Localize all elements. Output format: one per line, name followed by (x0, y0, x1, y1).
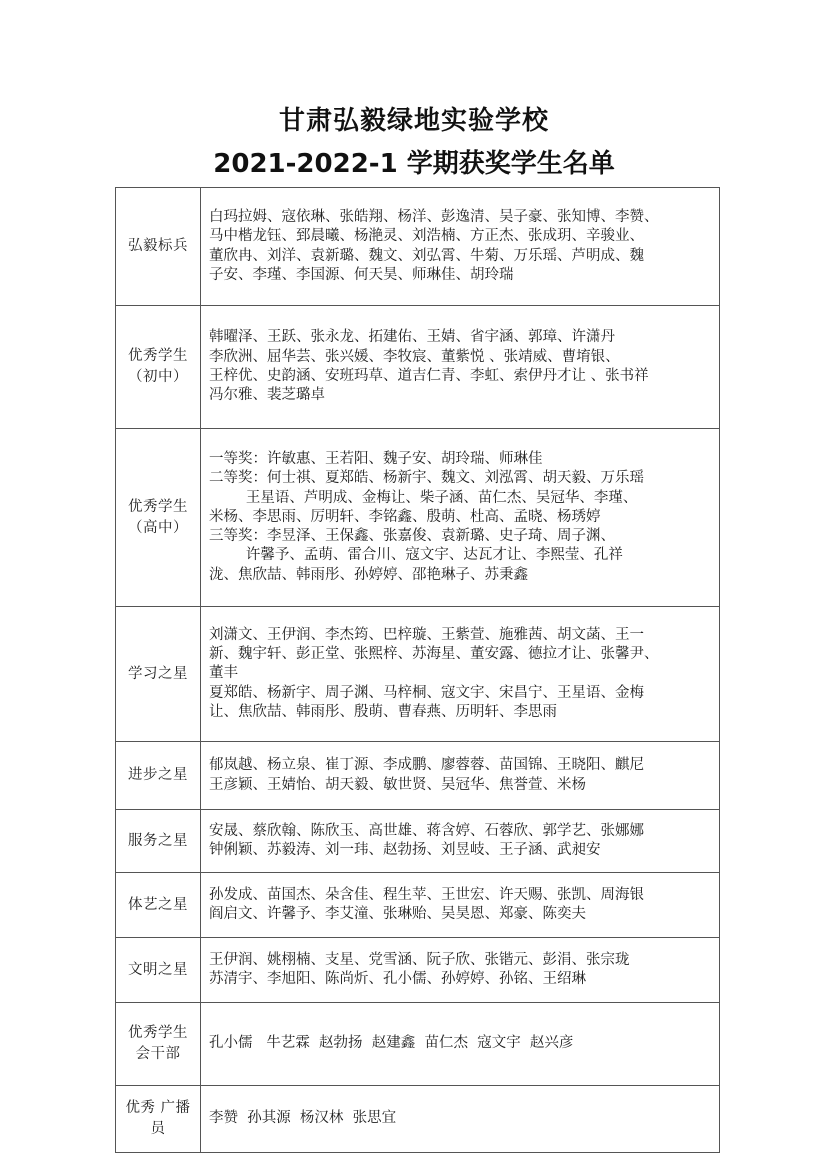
names-line: 米杨、李思雨、厉明轩、李铭鑫、殷萌、杜高、孟晓、杨琇婷 (209, 508, 601, 525)
names-line: 王星语、芦明成、金梅让、柴子涵、苗仁杰、吴冠华、李瑾、 (209, 489, 638, 506)
names-line: 孔小儒 牛艺霖 赵勃扬 赵建鑫 苗仁杰 寇文宇 赵兴彦 (209, 1035, 574, 1052)
table-row (116, 607, 720, 742)
names-line: 郁岚越、杨立泉、崔丁源、李成鹏、廖蓉蓉、苗国锦、王晓阳、麒尼 (209, 757, 644, 774)
category-cell (116, 306, 201, 429)
names-line: 李欣洲、屈华芸、张兴媛、李牧宸、董紫悦 、张靖威、曹堉银、 (209, 348, 620, 365)
names-line: 安晟、蔡欣翰、陈欣玉、高世雄、蒋含婷、石蓉欣、郭学艺、张娜娜 (209, 822, 644, 839)
category-label: 优秀学生 (128, 1025, 188, 1041)
names-line: 阎启文、许馨予、李艾潼、张琳贻、吴昊恩、郑豪、陈奕夫 (209, 906, 586, 922)
category-cell (116, 1086, 201, 1153)
category-label: 服务之星 (128, 832, 188, 849)
category-cell (116, 607, 201, 742)
names-line: 钟俐颖、苏毅涛、刘一玮、赵勃扬、刘昱岐、王子涵、武昶安 (209, 842, 601, 858)
category-cell (116, 938, 201, 1003)
category-label: （高中） (128, 519, 188, 536)
names-line: 王伊润、姚栩楠、支星、党雪涵、阮子欣、张锴元、彭涓、张宗珑 (209, 951, 630, 968)
names-line: 许馨予、孟萌、雷合川、寇文宇、达瓦才让、李熙莹、孔祥 (209, 547, 623, 564)
names-line: 董欣冉、刘洋、袁新璐、魏文、刘弘霄、牛菊、万乐瑶、芦明成、魏 (209, 247, 644, 264)
table-row (116, 1003, 720, 1086)
category-label: （初中） (128, 369, 188, 385)
table-row (116, 188, 720, 306)
category-label: 文明之星 (128, 961, 188, 978)
names-line: 董丰 (209, 665, 238, 682)
names-cell (201, 742, 720, 810)
names-line: 夏郑皓、杨新宇、周子渊、马梓桐、寇文宇、宋昌宁、王星语、金梅 (209, 684, 644, 701)
category-label: 优秀学生 (128, 498, 188, 515)
table-row (116, 873, 720, 938)
names-cell (201, 306, 720, 429)
names-line: 李赞 孙其源 杨汉林 张思宜 (209, 1110, 397, 1127)
category-cell (116, 742, 201, 810)
table-row (116, 1086, 720, 1153)
category-label: 进步之星 (128, 767, 188, 783)
table-row (116, 938, 720, 1003)
table-row (116, 429, 720, 607)
names-cell (201, 429, 720, 607)
names-line: 冯尔雅、裴芝璐卓 (209, 387, 325, 404)
category-cell (116, 188, 201, 306)
names-line: 一等奖：许敏惠、王若阳、魏子安、胡玲瑞、师琳佳 (209, 450, 543, 467)
table-row (116, 742, 720, 810)
category-label: 弘毅标兵 (128, 238, 188, 254)
category-cell (116, 810, 201, 873)
names-cell (201, 873, 720, 938)
names-line: 马中楷龙钰、郅晨曦、杨滟灵、刘浩楠、方正杰、张成玥、辛骏业、 (209, 228, 644, 245)
table-row (116, 306, 720, 429)
names-cell (201, 607, 720, 742)
category-label: 优秀 (125, 1100, 156, 1116)
names-line: 苏清宇、李旭阳、陈尚炘、孔小儒、孙婷婷、孙铭、王绍琳 (209, 971, 586, 987)
names-cell (201, 1086, 720, 1153)
category-label: 优秀学生 (128, 348, 188, 364)
names-line: 韩曜泽、王跃、张永龙、拓建佑、王婧、省宇涵、郭璋、许潇丹 (209, 329, 615, 346)
names-line: 王梓优、史韵涵、安班玛草、道吉仁青、李虹、索伊丹才让 、张书祥 (209, 368, 649, 384)
names-cell (201, 188, 720, 306)
names-cell (201, 810, 720, 873)
names-line: 白玛拉姆、寇依琳、张皓翔、杨洋、彭逸清、吴子豪、张知博、李赞、 (209, 208, 659, 225)
category-label: 体艺之星 (128, 896, 188, 913)
list-title: 2021-2022-1 学期获奖学生名单 (213, 149, 615, 179)
names-line: 三等奖：李昱泽、王保鑫、张嘉俊、袁新璐、史子琦、周子渊、 (209, 528, 615, 545)
names-cell (201, 1003, 720, 1086)
names-line: 子安、李瑾、李国源、何天昊、师琳佳、胡玲瑞 (209, 266, 514, 283)
award-table (115, 187, 720, 1153)
names-line: 二等奖：何士祺、夏郑皓、杨新宇、魏文、刘泓霄、胡天毅、万乐瑶 (209, 470, 644, 487)
category-cell (116, 873, 201, 938)
names-cell (201, 938, 720, 1003)
category-label: 会干部 (135, 1046, 181, 1062)
table-row (116, 810, 720, 873)
category-label: 学习之星 (128, 665, 188, 682)
category-label: 广播员 (150, 1100, 191, 1137)
category-cell (116, 1003, 201, 1086)
category-cell (116, 429, 201, 607)
school-title: 甘肃弘毅绿地实验学校 (278, 106, 549, 136)
names-line: 让、焦欣喆、韩雨彤、殷萌、曹春燕、历明轩、李思雨 (209, 703, 557, 720)
names-line: 孙发成、苗国杰、朵含佳、程生苹、王世宏、许天赐、张凯、周海银 (209, 886, 644, 903)
names-line: 新、魏宇轩、彭正堂、张熙梓、苏海星、董安露、德拉才让、张馨尹、 (209, 646, 659, 663)
names-line: 王彦颖、王婧怡、胡天毅、敏世贤、吴冠华、焦誉萱、米杨 (209, 776, 586, 793)
names-line: 刘潇文、王伊润、李杰筠、巴梓璇、王紫萱、施雅茜、胡文菡、王一 (209, 626, 644, 643)
names-line: 泷、焦欣喆、韩雨彤、孙婷婷、邵艳琳子、苏秉鑫 (209, 566, 528, 583)
